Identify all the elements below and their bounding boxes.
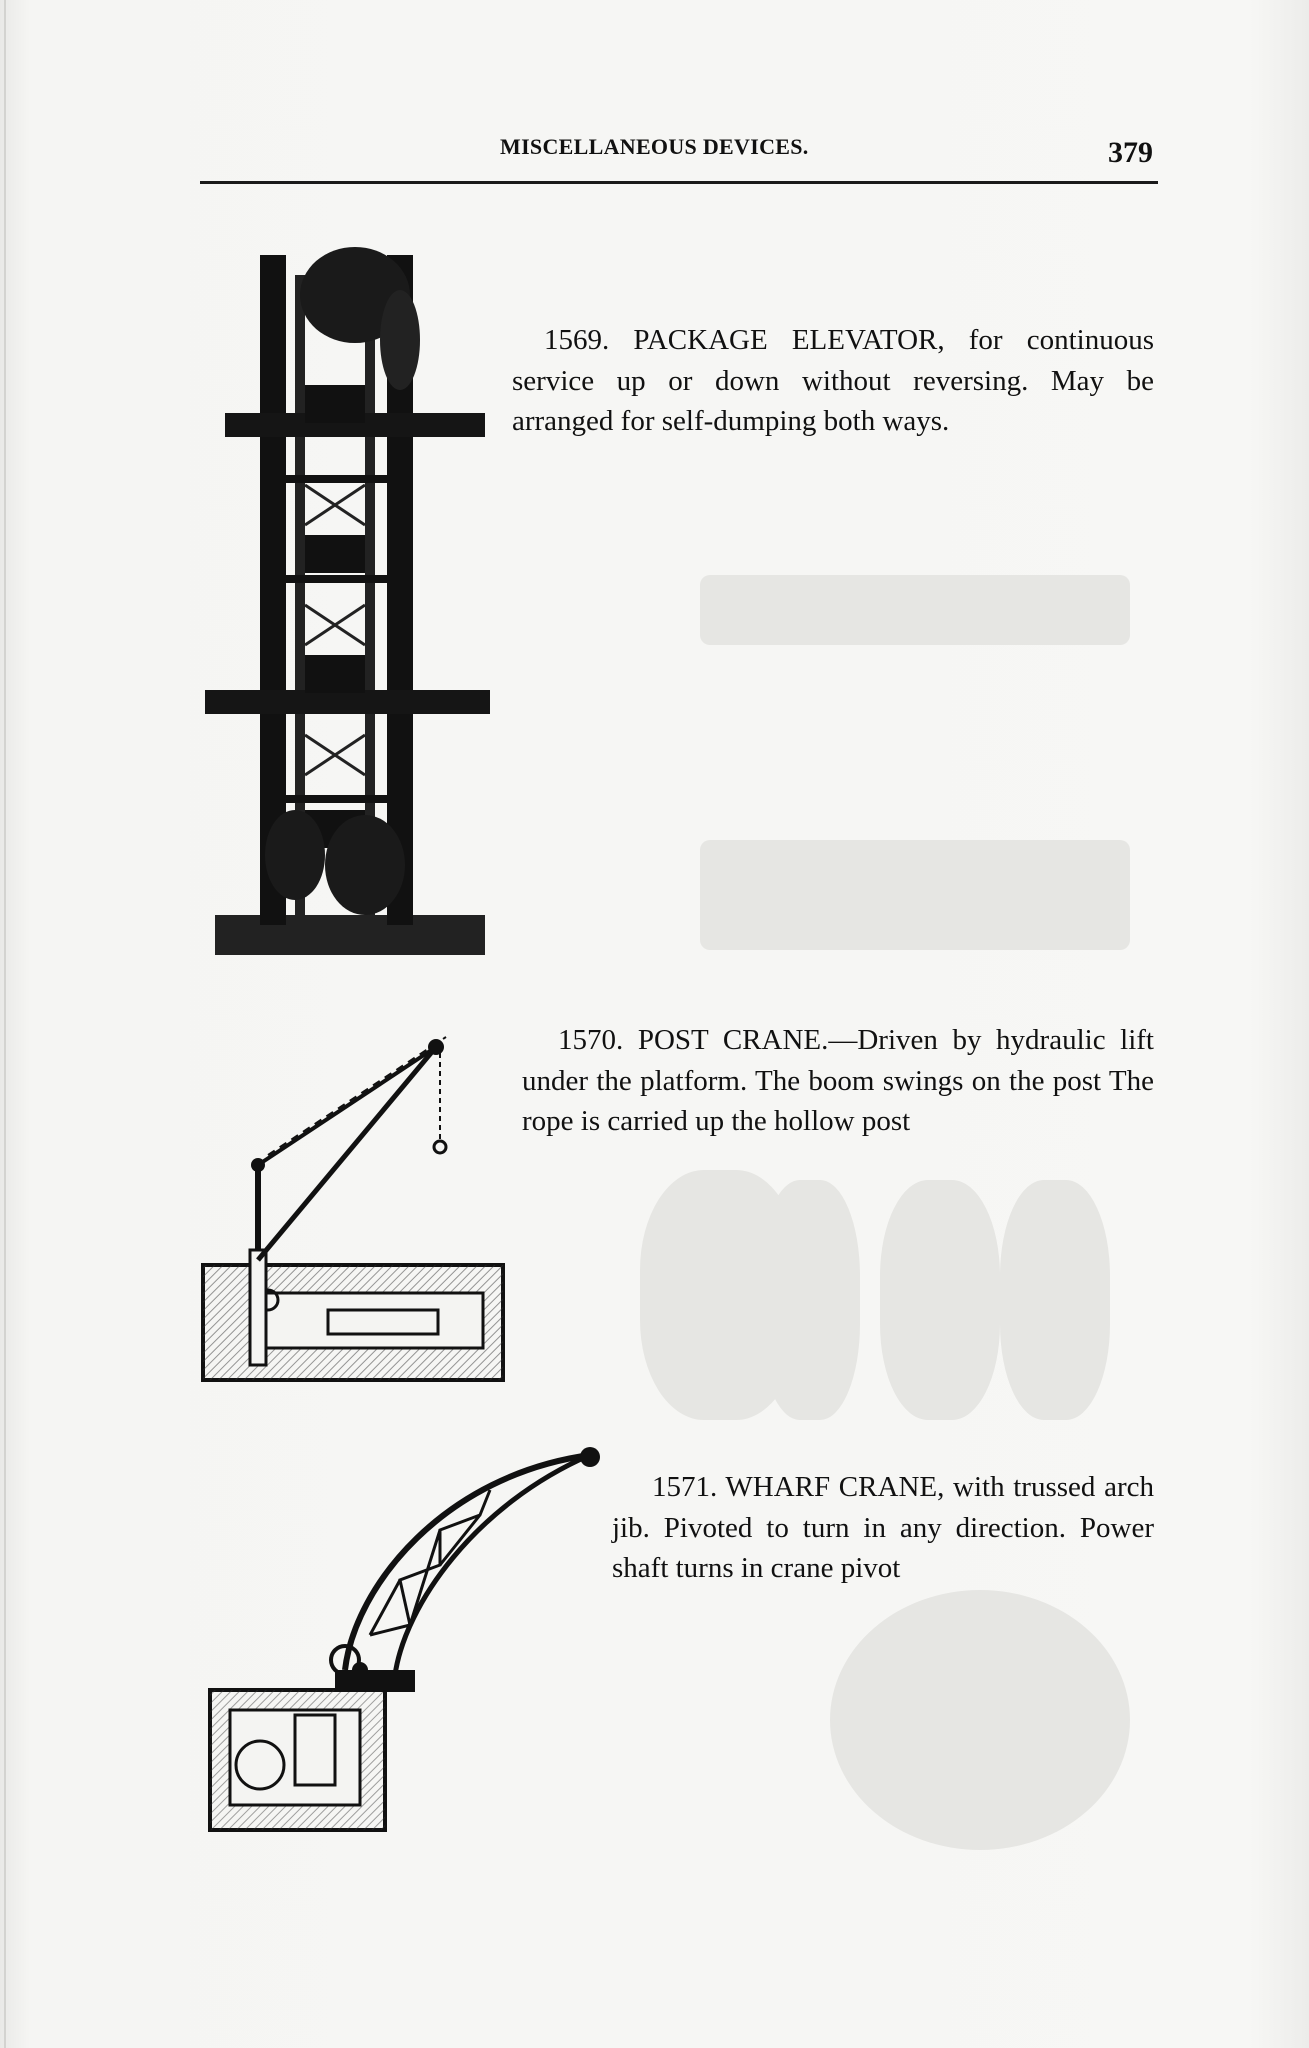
bleed-through-shape bbox=[700, 840, 1130, 950]
header-rule bbox=[200, 181, 1158, 184]
bleed-through-shape bbox=[1000, 1180, 1110, 1420]
entry-number: 1569. bbox=[544, 324, 610, 356]
page-number: 379 bbox=[1108, 136, 1153, 169]
wharf-crane-illustration bbox=[205, 1445, 615, 1840]
entry-text: WHARF CRANE, with trussed arch jib. Pivoted to turn in any direction. Power shaft turns in crane pivot bbox=[612, 1471, 1154, 1584]
entry-1570-caption bbox=[522, 1020, 1154, 1142]
running-head: MISCELLANEOUS DEVICES. bbox=[500, 134, 809, 159]
page-edge-shadow bbox=[4, 0, 6, 2048]
entry-text: POST CRANE.—Driven by hydraulic lift under the platform. The boom swings on the post The rope is carried up the hollow post bbox=[522, 1024, 1154, 1137]
entry-text: PACKAGE ELEVATOR, for continuous service up or down without reversing. May be arranged for self-dumping both ways. bbox=[512, 324, 1154, 437]
entry-1569-caption bbox=[512, 320, 1154, 442]
bleed-through-shape bbox=[700, 575, 1130, 645]
package-elevator-illustration bbox=[205, 235, 495, 965]
entry-1571-caption bbox=[612, 1467, 1154, 1589]
bleed-through-shape bbox=[760, 1180, 860, 1420]
post-crane-illustration bbox=[198, 1035, 508, 1390]
bleed-through-shape bbox=[830, 1590, 1130, 1850]
bleed-through-shape bbox=[880, 1180, 1000, 1420]
entry-number: 1571. bbox=[652, 1471, 718, 1503]
entry-number: 1570. bbox=[558, 1024, 624, 1056]
